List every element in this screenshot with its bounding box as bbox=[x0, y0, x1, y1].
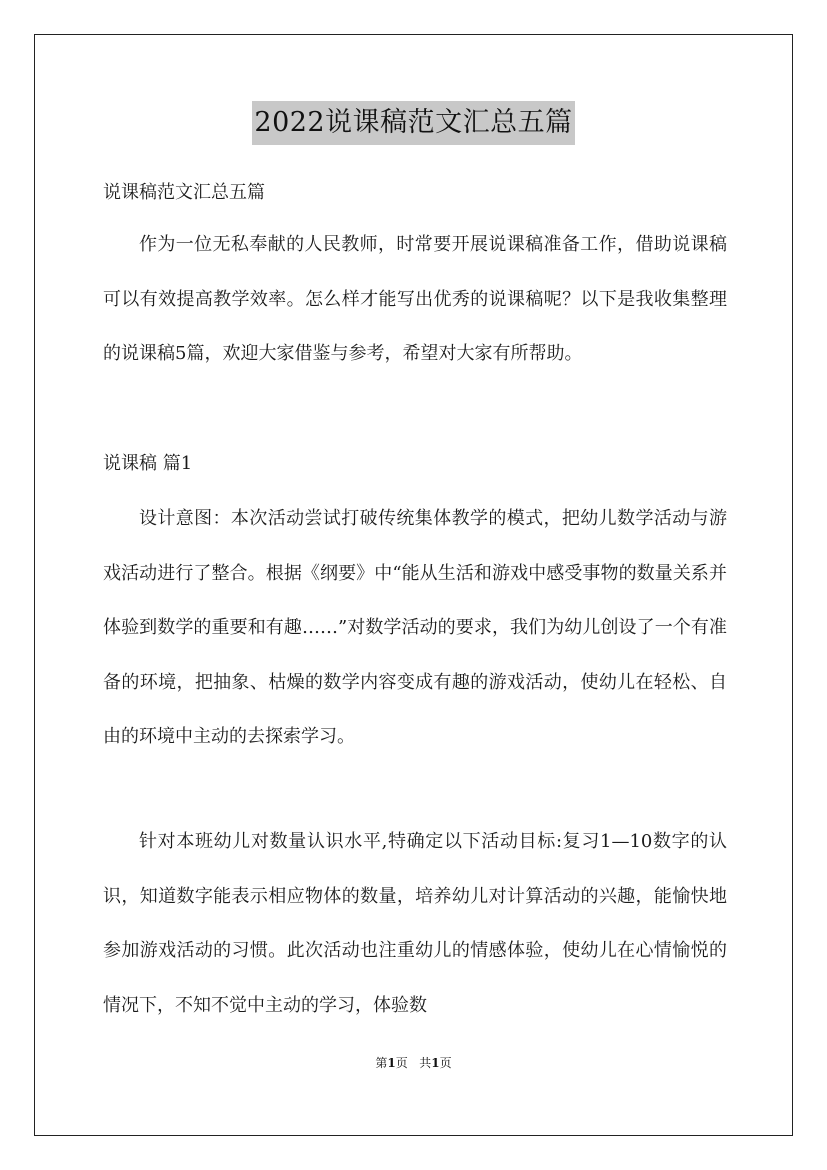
paragraph-activity-goals: 针对本班幼儿对数量认识水平,特确定以下活动目标:复习1—10数字的认识，知道数字能表示相应物体的数量，培养幼儿对计算活动的兴趣，能愉快地参加游戏活动的习惯。此次活动也注重幼儿的情感体验，使幼儿在心情愉悦的情况下，不知不觉中主动的学习，体验数 bbox=[103, 831, 727, 1016]
footer-total-prefix: 共 bbox=[419, 1056, 432, 1070]
footer-page-number: 1 bbox=[387, 1056, 396, 1070]
footer-total-suffix: 页 bbox=[439, 1056, 452, 1070]
section-heading: 说课稿 篇1 bbox=[103, 453, 193, 474]
footer-total-number: 1 bbox=[431, 1056, 440, 1070]
intro-paragraph: 作为一位无私奉献的人民教师，时常要开展说课稿准备工作，借助说课稿可以有效提高教学效率。怎么样才能写出优秀的说课稿呢？以下是我收集整理的说课稿5篇，欢迎大家借鉴与参考，希望对大家有所帮助。 bbox=[103, 234, 727, 364]
footer-page-suffix: 页 bbox=[395, 1056, 408, 1070]
page-footer bbox=[0, 1055, 827, 1071]
document-title: 2022说课稿范文汇总五篇 bbox=[252, 101, 574, 145]
title-container bbox=[0, 101, 827, 145]
document-subtitle: 说课稿范文汇总五篇 bbox=[103, 182, 265, 203]
paragraph-design-intent: 设计意图：本次活动尝试打破传统集体教学的模式，把幼儿数学活动与游戏活动进行了整合。根据《纲要》中“能从生活和游戏中感受事物的数量关系并体验到数学的重要和有趣……”对数学活动的要求，我们为幼儿创设了一个有准备的环境，把抽象、枯燥的数学内容变成有趣的游戏活动，使幼儿在轻松、自由的环境中主动的去探索学习。 bbox=[103, 508, 727, 747]
footer-page-prefix: 第 bbox=[375, 1056, 388, 1070]
